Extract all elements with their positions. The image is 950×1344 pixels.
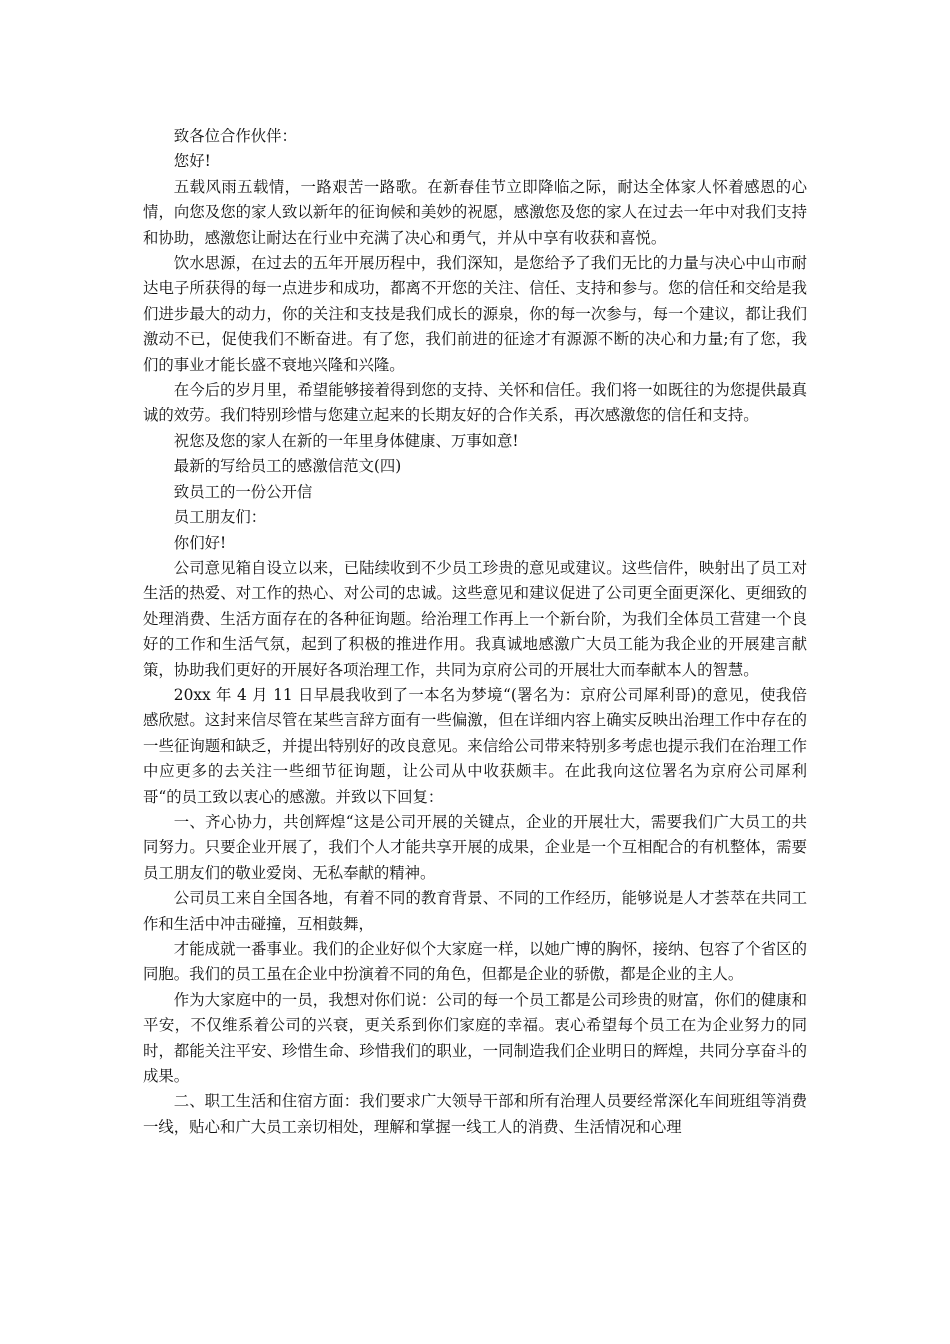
paragraph: 饮水思源，在过去的五年开展历程中，我们深知，是您给予了我们无比的力量与决心中山市耐达电子所获得的每一点进步和成功，都离不开您的关注、信任、支持和参与。您的信任和交给是我们进步最大的动力，你的关注和支技是我们成长的源泉，你的每一次参与，每一个建议，都让我们激动不已，促使我们不断奋进。有了您，我们前进的征途才有源源不断的决心和力量;有了您，我们的事业才能长盛不衰地兴隆和兴隆。: [143, 254, 807, 374]
paragraph: 二、职工生活和住宿方面：我们要求广大领导干部和所有治理人员要经常深化车间班组等消费一线，贴心和广大员工亲切相处，理解和掌握一线工人的消费、生活情况和心理: [143, 1092, 807, 1136]
paragraph: 公司意见箱自设立以来，已陆续收到不少员工珍贵的意见或建议。这些信件，映射出了员工对生活的热爱、对工作的热心、对公司的忠诚。这些意见和建议促进了公司更全面更深化、更细致的处理消费、生活方面存在的各种征询题。给治理工作再上一个新台阶，为我们全体员工营建一个良好的工作和生活气氛，起到了积极的推进作用。我真诚地感激广大员工能为我企业的开展建言献策，协助我们更好的开展好各项治理工作，共同为京府公司的开展壮大而奉献本人的智慧。: [143, 558, 807, 679]
greeting-employees: 你们好!: [173, 533, 227, 552]
paragraph: 一、齐心协力，共创辉煌“这是公司开展的关键点，企业的开展壮大，需要我们广大员工的共同努力。只要企业开展了，我们个人才能共享开展的成果，企业是一个互相配合的有机整体，需要员工朋友们的敬业爱岗、无私奉献的精神。: [143, 812, 807, 882]
salutation-employees: 员工朋友们：: [173, 508, 267, 527]
paragraph: 在今后的岁月里，希望能够接着得到您的支持、关怀和信任。我们将一如既往的为您提供最真诚的效劳。我们特别珍惜与您建立起来的长期友好的合作关系，再次感激您的信任和支持。: [143, 381, 807, 425]
paragraph: 五载风雨五载情，一路艰苦一路歌。在新春佳节立即降临之际，耐达全体家人怀着感恩的心情，向您及您的家人致以新年的征询候和美妙的祝愿，感激您及您的家人在过去一年中对我们支持和协助，感激您让耐达在行业中充满了决心和勇气，并从中享有收获和喜悦。: [143, 177, 807, 247]
letter-title: 致员工的一份公开信: [173, 482, 313, 501]
paragraph: 公司员工来自全国各地，有着不同的教育背景、不同的工作经历，能够说是人才荟萃在共同工作和生活中冲击碰撞，互相鼓舞，: [143, 889, 807, 933]
section-title: 最新的写给员工的感激信范文(四): [173, 457, 402, 476]
paragraph: 20xx 年 4 月 11 日早晨我收到了一本名为梦境“(署名为：京府公司犀利哥)的意见，使我倍感欣慰。这封来信尽管在某些言辞方面有一些偏激，但在详细内容上确实反映出治理工作中存在的一些征询题和缺乏，并提出特别好的改良意见。来信给公司带来特别多考虑也提示我们在治理工作中应更多的去关注一些细节征询题，让公司从中收获颇丰。在此我向这位署名为京府公司犀利哥“的员工致以衷心的感激。并致以下回复：: [143, 685, 807, 806]
greeting-partners: 您好!: [173, 152, 211, 171]
salutation-partners: 致各位合作伙伴：: [173, 127, 297, 145]
paragraph: 才能成就一番事业。我们的企业好似个大家庭一样，以她广博的胸怀，接纳、包容了个省区的同胞。我们的员工虽在企业中扮演着不同的角色，但都是企业的骄傲，都是企业的主人。: [143, 940, 807, 984]
letter-body: [143, 124, 807, 1140]
paragraph: 作为大家庭中的一员，我想对你们说：公司的每一个员工都是公司珍贵的财富，你们的健康和平安，不仅维系着公司的兴衰，更关系到你们家庭的幸福。衷心希望每个员工在为企业努力的同时，都能关注平安、珍惜生命、珍惜我们的职业，一同制造我们企业明日的辉煌，共同分享奋斗的成果。: [143, 990, 807, 1086]
closing-wish: 祝您及您的家人在新的一年里身体健康、万事如意!: [173, 431, 519, 450]
